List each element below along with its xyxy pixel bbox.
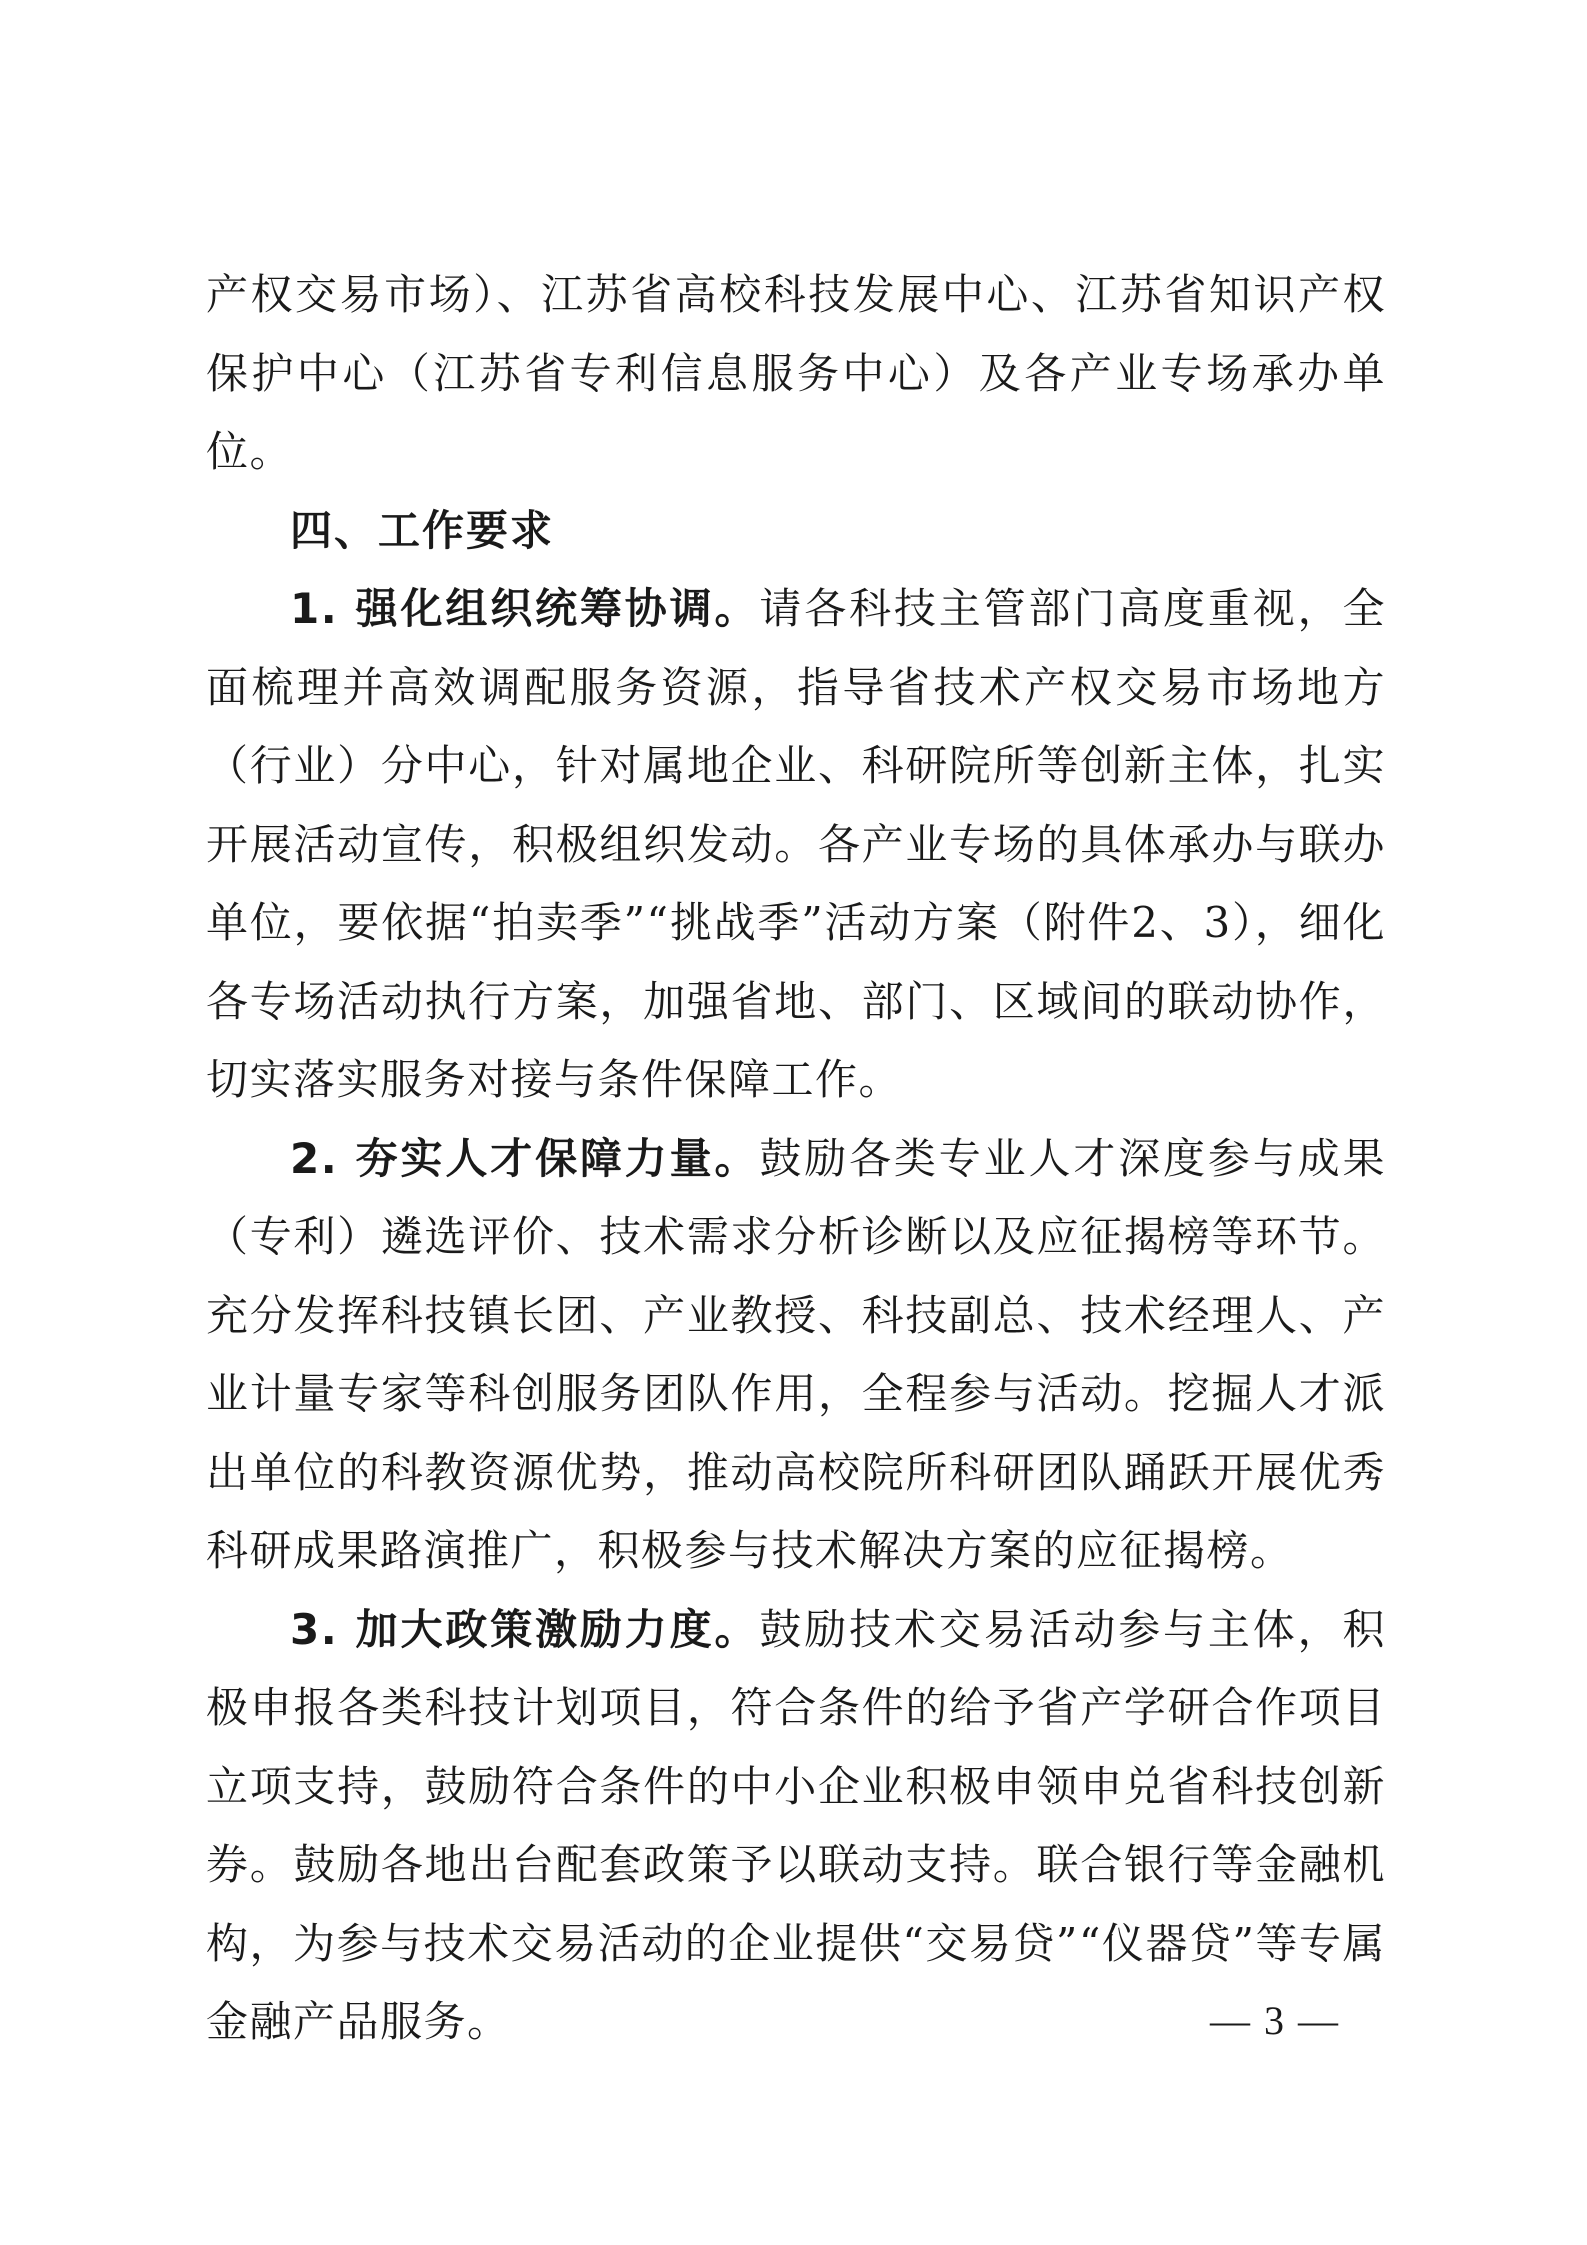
page-number: — 3 — [1210, 1998, 1340, 2043]
requirement-item-2-body: 鼓励各类专业人才深度参与成果（专利）遴选评价、技术需求分析诊断以及应征揭榜等环节。充分发挥科技镇长团、产业教授、科技副总、技术经理人、产业计量专家等科创服务团队作用，全程参与活动。挖掘人才派出单位的科教资源优势，推动高校院所科研团队踊跃开展优秀科研成果路演推广，积极参与技术解决方案的应征揭榜。 [206, 1133, 1386, 1575]
requirement-item-1-lead: 1. 强化组织统筹协调。 [290, 584, 760, 633]
requirement-item-1-body: 请各科技主管部门高度重视，全面梳理并高效调配服务资源，指导省技术产权交易市场地方（行业）分中心，针对属地企业、科研院所等创新主体，扎实开展活动宣传，积极组织发动。各产业专场的具体承办与联办单位，要依据“拍卖季”“挑战季”活动方案（附件2、3），细化各专场活动执行方案，加强省地、部门、区域间的联动协作，切实落实服务对接与条件保障工作。 [206, 584, 1386, 1104]
requirement-item-2 [206, 1120, 1386, 1591]
intro-paragraph: 产权交易市场）、江苏省高校科技发展中心、江苏省知识产权保护中心（江苏省专利信息服务中心）及各产业专场承办单位。 [206, 270, 1386, 476]
requirement-item-3 [206, 1591, 1386, 2062]
body-text [206, 256, 1386, 2062]
requirement-item-1 [206, 570, 1386, 1120]
section-heading: 四、工作要求 [290, 505, 555, 555]
requirement-item-3-body: 鼓励技术交易活动参与主体，积极申报各类科技计划项目，符合条件的给予省产学研合作项目立项支持，鼓励符合条件的中小企业积极申领申兑省科技创新券。鼓励各地出台配套政策予以联动支持。联合银行等金融机构，为参与技术交易活动的企业提供“交易贷”“仪器贷”等专属金融产品服务。 [206, 1604, 1386, 2046]
requirement-item-2-lead: 2. 夯实人才保障力量。 [290, 1133, 760, 1183]
requirement-item-3-lead: 3. 加大政策激励力度。 [290, 1604, 760, 1654]
